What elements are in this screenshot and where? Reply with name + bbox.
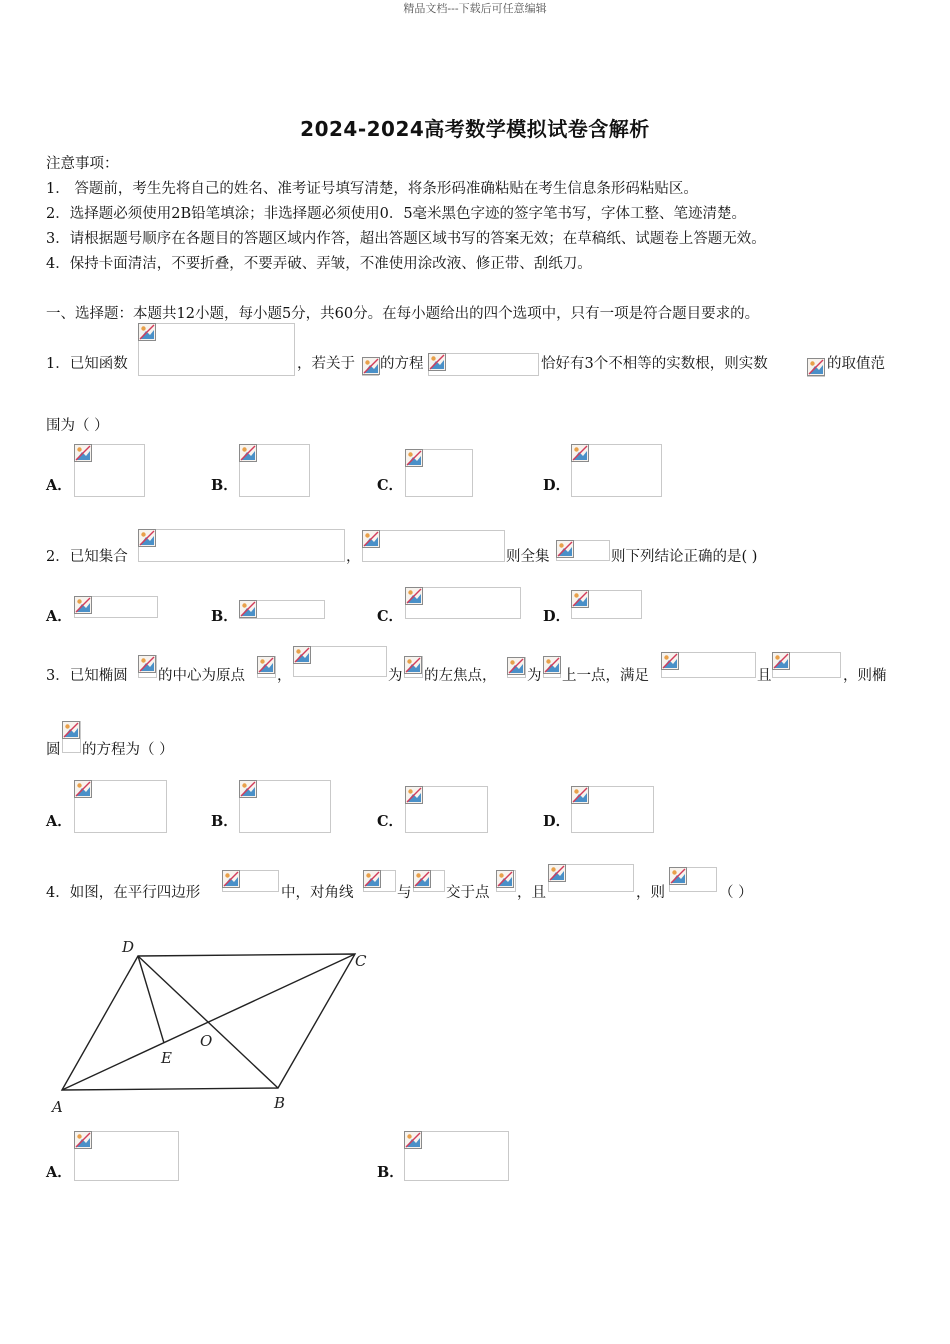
q3-text-2: 的中心为原点 xyxy=(158,668,245,684)
notice-item-4: 4．保持卡面清洁，不要折叠，不要弄破、弄皱，不准使用涂改液、修正带、刮纸刀。 xyxy=(46,256,592,272)
q4-text-2: 中，对角线 xyxy=(281,885,354,901)
broken-image-icon xyxy=(362,357,380,375)
q2-set-b-image xyxy=(362,530,505,562)
q2-option-c-image[interactable] xyxy=(405,587,521,619)
broken-image-icon xyxy=(807,358,825,376)
q3-option-d-image[interactable] xyxy=(571,786,654,833)
broken-image-icon xyxy=(239,780,257,798)
page-header: 精品文档---下载后可任意编辑 xyxy=(403,2,547,15)
q4-option-b-image[interactable] xyxy=(404,1131,509,1181)
q2-option-d-image[interactable] xyxy=(571,590,642,619)
broken-image-icon xyxy=(257,656,275,674)
q3-ellipse-image-3 xyxy=(543,656,561,678)
q3-text-8: 且 xyxy=(757,668,772,684)
broken-image-icon xyxy=(548,864,566,882)
q3-ellipse-image-2 xyxy=(404,656,423,678)
q3-text-3: ， xyxy=(277,668,292,684)
q2-option-b-image[interactable] xyxy=(239,600,325,619)
q1-variable-image xyxy=(362,357,379,376)
q1-option-d-label[interactable]: D． xyxy=(543,477,571,494)
q3-option-c-image[interactable] xyxy=(405,786,488,833)
q3-point-p-image xyxy=(507,657,526,678)
q1-text-3: 的方程 xyxy=(380,356,424,372)
q3-condition-2-image xyxy=(772,652,841,678)
broken-image-icon xyxy=(293,646,311,664)
broken-image-icon xyxy=(239,444,257,462)
q4-point-o-image xyxy=(496,870,516,892)
section-heading: 一、选择题：本题共12小题，每小题5分，共60分。在每小题给出的四个选项中，只有一项是符合题目要求的。 xyxy=(46,306,760,322)
q3-text-1: 3．已知椭圆 xyxy=(46,668,128,684)
q2-text-2: ， xyxy=(346,549,361,565)
q4-diagonal-ac-image xyxy=(363,870,396,892)
q3-text-4: 为 xyxy=(388,668,403,684)
broken-image-icon xyxy=(362,530,380,548)
broken-image-icon xyxy=(405,786,423,804)
broken-image-icon xyxy=(543,656,561,674)
notice-item-1: 1． 答题前，考生先将自己的姓名、准考证号填写清楚，将条形码准确粘贴在考生信息条形码粘贴区。 xyxy=(46,181,698,197)
broken-image-icon xyxy=(571,786,589,804)
q4-text-4: 交于点 xyxy=(446,885,490,901)
broken-image-icon xyxy=(222,870,240,888)
q3-option-c-label[interactable]: C． xyxy=(377,813,404,830)
broken-image-icon xyxy=(138,529,156,547)
broken-image-icon xyxy=(74,596,92,614)
q4-text-7: （ ） xyxy=(719,885,753,901)
broken-image-icon xyxy=(239,600,257,618)
q1-option-a-image[interactable] xyxy=(74,444,145,497)
q1-param-image xyxy=(807,358,825,377)
q1-function-formula-image xyxy=(138,323,295,376)
q3-option-d-label[interactable]: D． xyxy=(543,813,571,830)
q3-text-9: ，则椭 xyxy=(843,668,887,684)
broken-image-icon xyxy=(404,1131,422,1149)
broken-image-icon xyxy=(405,587,423,605)
q2-option-a-label[interactable]: A． xyxy=(46,608,72,625)
q2-text-3: 则全集 xyxy=(506,549,550,565)
q3-ellipse-image-4 xyxy=(62,721,81,753)
broken-image-icon xyxy=(138,655,156,673)
q4-option-a-label[interactable]: A． xyxy=(46,1164,72,1181)
point-e-label: E xyxy=(161,1049,172,1067)
q1-text-1: 1．已知函数 xyxy=(46,356,128,372)
broken-image-icon xyxy=(413,870,431,888)
broken-image-icon xyxy=(74,444,92,462)
q1-option-b-label[interactable]: B． xyxy=(211,477,238,494)
q4-text-3: 与 xyxy=(397,885,412,901)
q3-option-a-image[interactable] xyxy=(74,780,167,833)
broken-image-icon xyxy=(62,721,80,739)
q3-text-6: 为 xyxy=(527,668,542,684)
q2-set-a-image xyxy=(138,529,345,562)
q3-text-7: 上一点，满足 xyxy=(562,668,649,684)
q4-vector-image xyxy=(669,867,717,892)
broken-image-icon xyxy=(428,353,446,371)
broken-image-icon xyxy=(507,657,525,675)
q1-text-4: 恰好有3个不相等的实数根，则实数 xyxy=(541,356,768,372)
point-o-label: O xyxy=(200,1032,213,1050)
q4-text-5: ，且 xyxy=(517,885,546,901)
broken-image-icon xyxy=(556,540,574,558)
q4-option-a-image[interactable] xyxy=(74,1131,179,1181)
q2-option-b-label[interactable]: B． xyxy=(211,608,238,625)
broken-image-icon xyxy=(571,444,589,462)
q1-option-c-label[interactable]: C． xyxy=(377,477,404,494)
q2-option-a-image[interactable] xyxy=(74,596,158,618)
broken-image-icon xyxy=(669,867,687,885)
parallelogram-figure xyxy=(40,930,380,1120)
broken-image-icon xyxy=(74,1131,92,1149)
broken-image-icon xyxy=(496,870,514,888)
q3-point-image xyxy=(293,646,387,677)
notice-item-3: 3．请根据题号顺序在各题目的答题区域内作答，超出答题区域书写的答案无效；在草稿纸、试题卷上答题无效。 xyxy=(46,231,766,247)
broken-image-icon xyxy=(405,449,423,467)
q2-option-c-label[interactable]: C． xyxy=(377,608,404,625)
q4-condition-image xyxy=(548,864,634,892)
q3-option-a-label[interactable]: A． xyxy=(46,813,72,830)
q4-option-b-label[interactable]: B． xyxy=(377,1164,404,1181)
q2-text-1: 2．已知集合 xyxy=(46,549,128,565)
q3-condition-1-image xyxy=(661,652,756,678)
q3-text-5: 的左焦点， xyxy=(424,668,497,684)
q1-option-d-image[interactable] xyxy=(571,444,662,497)
broken-image-icon xyxy=(661,652,679,670)
q2-text-4: 则下列结论正确的是( ) xyxy=(611,549,758,565)
q4-diagonal-bd-image xyxy=(413,870,445,892)
q3-option-b-image[interactable] xyxy=(239,780,331,833)
q3-origin-image xyxy=(257,656,276,678)
q4-text-1: 4．如图，在平行四边形 xyxy=(46,885,201,901)
vertex-d-label: D xyxy=(122,938,135,956)
broken-image-icon xyxy=(571,590,589,608)
broken-image-icon xyxy=(404,656,422,674)
broken-image-icon xyxy=(772,652,790,670)
q2-universal-set-image xyxy=(556,540,610,561)
q1-option-b-image[interactable] xyxy=(239,444,310,497)
q3-ellipse-image xyxy=(138,655,157,678)
q1-equation-image xyxy=(428,353,539,376)
broken-image-icon xyxy=(138,323,156,341)
q4-text-6: ，则 xyxy=(636,885,665,901)
page-title: 2024-2024高考数学模拟试卷含解析 xyxy=(300,117,650,141)
broken-image-icon xyxy=(363,870,381,888)
q1-text-6: 围为（ ） xyxy=(46,418,109,434)
notice-item-2: 2．选择题必须使用2B铅笔填涂；非选择题必须使用0．5毫米黑色字迹的签字笔书写，字体工整、笔迹清楚。 xyxy=(46,206,747,222)
diagonal-bd xyxy=(138,956,278,1088)
q1-option-a-label[interactable]: A． xyxy=(46,477,72,494)
q3-text-11: 的方程为（ ） xyxy=(82,742,174,758)
notice-heading: 注意事项： xyxy=(46,156,119,172)
q2-option-d-label[interactable]: D． xyxy=(543,608,571,625)
vertex-b-label: B xyxy=(274,1094,286,1112)
q4-parallelogram-image xyxy=(222,870,279,892)
q1-text-2: ，若关于 xyxy=(297,356,355,372)
q3-option-b-label[interactable]: B． xyxy=(211,813,238,830)
broken-image-icon xyxy=(74,780,92,798)
q3-text-10: 圆 xyxy=(46,742,61,758)
q1-text-5: 的取值范 xyxy=(827,356,885,372)
vertex-c-label: C xyxy=(355,952,367,970)
q1-option-c-image[interactable] xyxy=(405,449,473,497)
vertex-a-label: A xyxy=(52,1098,63,1116)
